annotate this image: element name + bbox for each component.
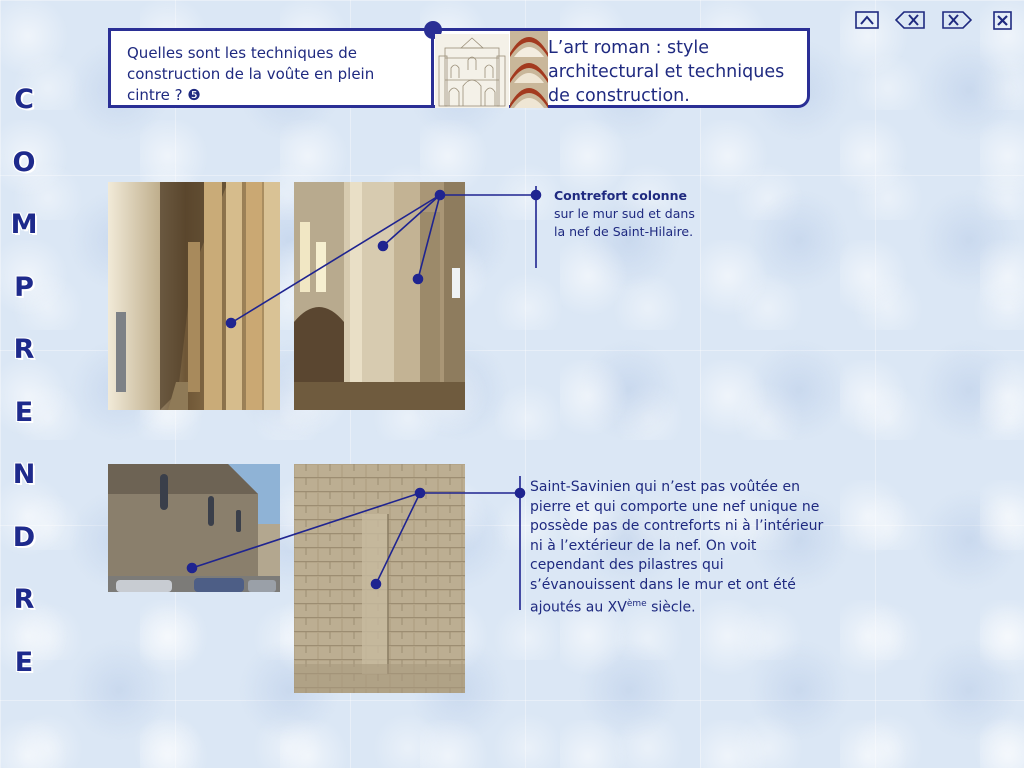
question-marker: ❺ (187, 86, 201, 104)
letter: P (14, 271, 34, 303)
letter: O (12, 146, 36, 178)
callout-contrefort-title: Contrefort colonne (554, 188, 687, 203)
letter: E (14, 646, 34, 678)
question-label: Quelles sont les techniques de construction de la voûte en plein cintre ? (127, 44, 375, 104)
letter: E (14, 396, 34, 428)
letter: N (12, 459, 36, 490)
page-title: L’art roman : style architectural et techniques de construction. (548, 38, 785, 106)
connector-line (418, 195, 440, 279)
connector-dot (379, 242, 388, 251)
connector-line (383, 195, 440, 246)
letter: C (14, 84, 34, 115)
connector-dot (516, 489, 525, 498)
connector-line (376, 493, 420, 584)
connector-dot (372, 580, 381, 589)
superscript-eme: ème (626, 599, 647, 609)
callout-saint-savinien-end: siècle. (646, 599, 696, 616)
connector-dot (414, 275, 423, 284)
letter: D (12, 521, 36, 553)
callout-contrefort-text: sur le mur sud et dans la nef de Saint-Hilaire. (554, 206, 695, 239)
connector-line (192, 493, 420, 568)
callout-saint-savinien-text: Saint-Savinien qui n’est pas voûtée en pierre et qui comporte une nef unique ne possède pas de contreforts ni à l’intérieur ni à l’extérieur de la nef. On voit cependant des pilastres qui s’évanouissent dans le mur et ont été ajoutés au XV (530, 479, 824, 616)
letter: M (10, 209, 38, 240)
letter: R (13, 584, 35, 615)
connector-dot (227, 319, 236, 328)
letter: R (13, 334, 35, 365)
connector-dot (188, 564, 197, 573)
connector-dot (532, 191, 541, 200)
connector-line (231, 195, 440, 323)
